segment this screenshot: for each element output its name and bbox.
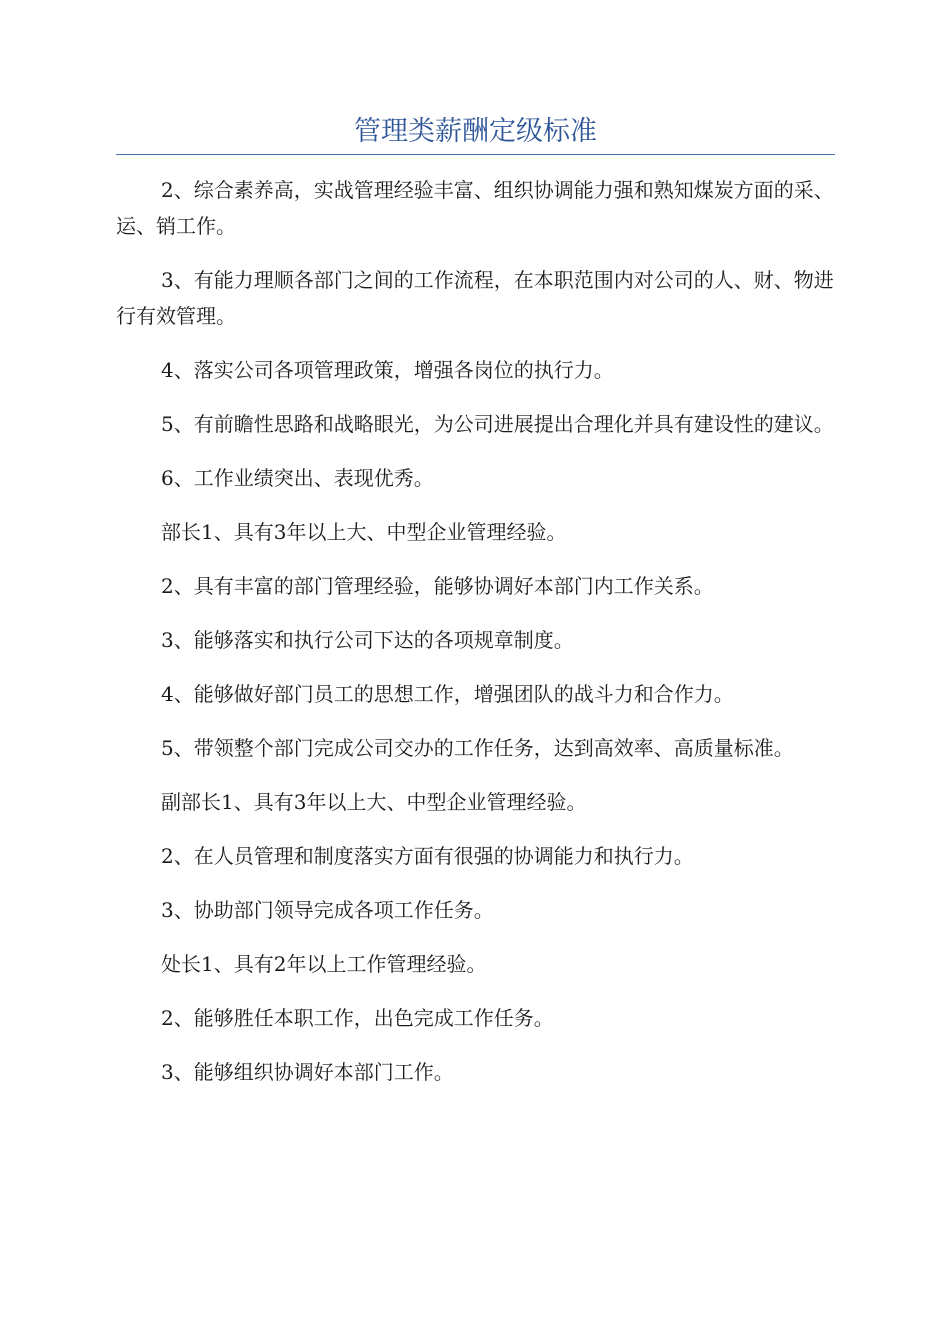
title-underline (116, 154, 835, 155)
paragraph: 3、有能力理顺各部门之间的工作流程，在本职范围内对公司的人、财、物进行有效管理。 (116, 268, 834, 328)
paragraph: 4、落实公司各项管理政策，增强各岗位的执行力。 (161, 358, 614, 382)
paragraph: 6、工作业绩突出、表现优秀。 (161, 466, 434, 490)
paragraph: 处长1、具有2年以上工作管理经验。 (161, 952, 487, 976)
document-body (116, 172, 835, 1108)
paragraph: 5、带领整个部门完成公司交办的工作任务，达到高效率、高质量标准。 (161, 736, 794, 760)
document-title: 管理类薪酬定级标准 (354, 116, 597, 147)
paragraph: 副部长1、具有3年以上大、中型企业管理经验。 (161, 790, 587, 814)
paragraph: 3、能够落实和执行公司下达的各项规章制度。 (161, 628, 574, 652)
paragraph: 4、能够做好部门员工的思想工作，增强团队的战斗力和合作力。 (161, 682, 734, 706)
paragraph: 部长1、具有3年以上大、中型企业管理经验。 (161, 520, 567, 544)
paragraph: 3、协助部门领导完成各项工作任务。 (161, 898, 494, 922)
paragraph: 2、在人员管理和制度落实方面有很强的协调能力和执行力。 (161, 844, 694, 868)
paragraph: 5、有前瞻性思路和战略眼光，为公司进展提出合理化并具有建设性的建议。 (161, 412, 834, 436)
paragraph: 3、能够组织协调好本部门工作。 (161, 1060, 454, 1084)
paragraph: 2、具有丰富的部门管理经验，能够协调好本部门内工作关系。 (161, 574, 714, 598)
paragraph: 2、综合素养高，实战管理经验丰富、组织协调能力强和熟知煤炭方面的采、运、销工作。 (116, 178, 834, 238)
paragraph: 2、能够胜任本职工作，出色完成工作任务。 (161, 1006, 554, 1030)
